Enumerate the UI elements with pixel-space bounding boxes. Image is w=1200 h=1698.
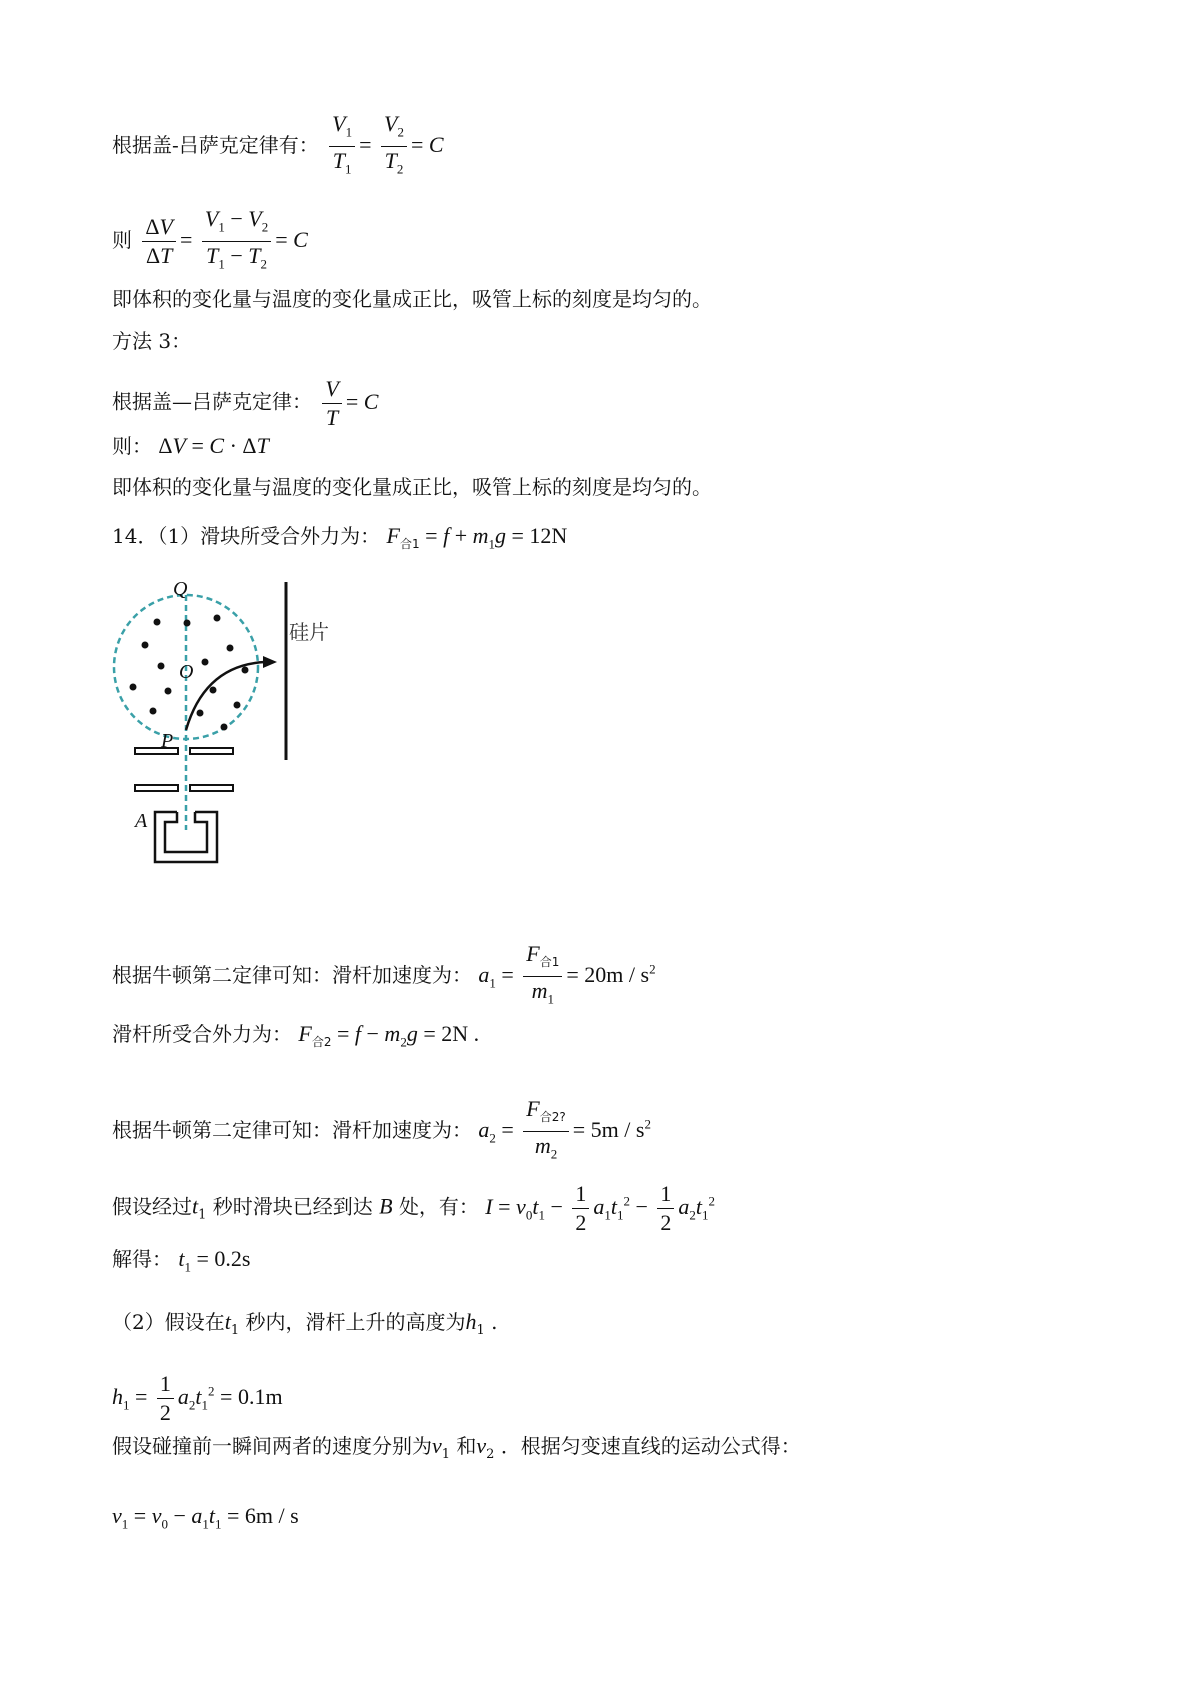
line-velocities: 假设碰撞前一瞬间两者的速度分别为$v_1$ 和$v_2$ ．根据匀变速直线的运动公式得： (112, 1433, 801, 1462)
label-Q: Q (173, 580, 188, 600)
text-method-3: 方法 3： (112, 329, 192, 353)
line-delta-v (112, 432, 269, 460)
line-force-2 (112, 1020, 479, 1056)
label-P: P (161, 730, 174, 752)
text-accel-2-label: 根据牛顿第二定律可知：滑杆加速度为： (112, 1117, 472, 1142)
formula-delta-v-over-delta-t: $\frac{\Delta V}{\Delta T}$ = $\frac{V_1 - V_2}{T_1 - T_2}$ = C (138, 227, 307, 252)
line-gay-lussac-1 (112, 110, 444, 184)
line-accel-1 (112, 940, 656, 1013)
formula-delta-v-c-delta-t: ΔV = C · ΔT (158, 433, 269, 458)
text-conclusion-2: 即体积的变化量与温度的变化量成正比，吸管上标的刻度是均匀的。 (112, 475, 712, 499)
trajectory-arrowhead (263, 656, 277, 668)
line-delta-ratio (112, 205, 308, 279)
line-displacement: 假设经过$t_1$ 秒时滑块已经到达 B 处，有： $I = v_0t_1$ − $\frac{1}{2}$ $a_1t_1^2$ − $\frac{1}{2}$ $a_2t_1^2$ (112, 1181, 716, 1235)
trajectory-arc (186, 662, 265, 730)
text-gay-lussac-label: 根据盖-吕萨克定律有： (112, 132, 319, 157)
slit-plate-lower-left (135, 785, 178, 791)
label-A: A (135, 810, 148, 832)
formula-a2: $a_2$ = $\frac{F_{合2?}}{m_2}$ = $5m / s^2$ (478, 1096, 651, 1162)
formula-v1: $v_1 = v_0 - a_1t_1 = 6m / s$ (112, 1503, 299, 1532)
text-gay-lussac-label-2: 根据盖—吕萨克定律： (112, 389, 312, 414)
formula-a1: $a_1$ = $\frac{F_{合1}}{m_1}$ = $20m / s^2$ (478, 941, 656, 1007)
line-accel-2 (112, 1095, 651, 1168)
slit-plate-lower-right (190, 785, 233, 791)
line-gay-lussac-2 (112, 375, 378, 432)
formula-f-he2: $F_{合2} = f - m_2g = 2N$ . (298, 1021, 480, 1050)
formula-t1: $t_1 = 0.2s$ (178, 1246, 251, 1275)
line-part-2: （2）假设在$t_1$ 秒内，滑杆上升的高度为$h_1$ . (112, 1309, 498, 1338)
text-then-2: 则： (112, 434, 152, 458)
text-then: 则 (112, 227, 132, 252)
spectrometer-figure (105, 580, 405, 900)
line-h1 (112, 1370, 283, 1427)
line-v1 (112, 1502, 299, 1538)
text-accel-1-label: 根据牛顿第二定律可知：滑杆加速度为： (112, 962, 472, 987)
slit-plate-upper-right (190, 748, 233, 754)
text-problem-14-label: 14．（1）滑块所受合外力为： (112, 524, 381, 548)
text-force-2-label: 滑杆所受合外力为： (112, 1022, 292, 1046)
text-conclusion-1: 即体积的变化量与温度的变化量成正比，吸管上标的刻度是均匀的。 (112, 287, 712, 311)
line-solve-t1: 解得： $t_1 = 0.2s$ (112, 1246, 251, 1275)
formula-v1t1-v2t2: $\frac{V_1}{T_1}$ = $\frac{V_2}{T_2}$ = C (325, 132, 443, 157)
label-silicon-chip: 硅片 (289, 620, 329, 644)
formula-v-over-t: $\frac{V}{T}$ = C (318, 389, 378, 414)
formula-displacement: $I = v_0t_1$ − $\frac{1}{2}$ $a_1t_1^2$ − $\frac{1}{2}$ $a_2t_1^2$ (485, 1181, 716, 1235)
formula-h1: $h_1$ = $\frac{1}{2}$ $a_2t_1^2 = 0.1m$ (112, 1371, 283, 1425)
formula-f-he1: $F_{合1} = f + m_1g = 12N$ (386, 523, 568, 552)
label-O: O (179, 661, 194, 683)
line-problem-14 (112, 522, 567, 558)
